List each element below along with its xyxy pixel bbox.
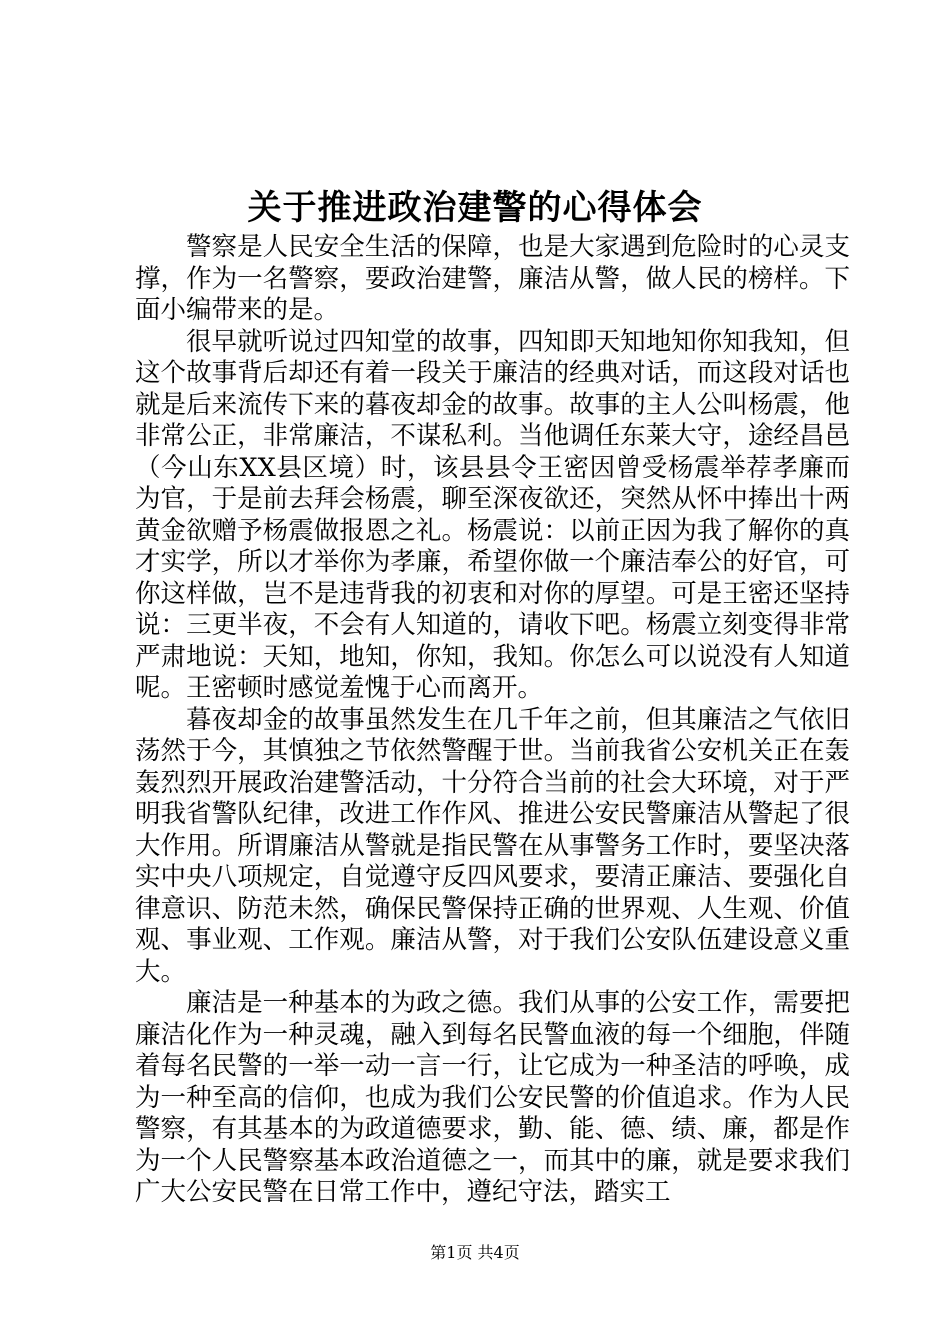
paragraph-3: 暮夜却金的故事虽然发生在几千年之前，但其廉洁之气依旧荡然于今，其慎独之节依然警醒于世。当前我省公安机关正在轰轰烈烈开展政治建警活动，十分符合当前的社会大环境，对于严明我省警队纪律，改进工作作风、推进公安民警廉洁从警起了很大作用。所谓廉洁从警就是指民警在从事警务工作时，要坚决落实中央八项规定，自觉遵守反四风要求，要清正廉洁、要强化自律意识、防范未然，确保民警保持正确的世界观、人生观、价值观、事业观、工作观。廉洁从警，对于我们公安队伍建设意义重大。 — [135, 704, 850, 987]
document-body — [135, 232, 850, 1209]
paragraph-4: 廉洁是一种基本的为政之德。我们从事的公安工作，需要把廉洁化作为一种灵魂，融入到每名民警血液的每一个细胞，伴随着每名民警的一举一动一言一行，让它成为一种圣洁的呼唤，成为一种至高的信仰，也成为我们公安民警的价值追求。作为人民警察，有其基本的为政道德要求，勤、能、德、绩、廉，都是作为一个人民警察基本政治道德之一，而其中的廉，就是要求我们广大公安民警在日常工作中，遵纪守法，踏实工 — [135, 988, 850, 1207]
document-title: 关于推进政治建警的心得体会 — [247, 188, 703, 228]
page-number-footer: 第1页 共4页 — [430, 1243, 520, 1262]
paragraph-2: 很早就听说过四知堂的故事，四知即天知地知你知我知，但这个故事背后却还有着一段关于廉洁的经典对话，而这段对话也就是后来流传下来的暮夜却金的故事。故事的主人公叫杨震，他非常公正，非常廉洁，不谋私利。当他调任东莱大守，途经昌邑（今山东XX县区境）时，该县县令王密因曾受杨震举荐孝廉而为官，于是前去拜会杨震，聊至深夜欲还，突然从怀中捧出十两黄金欲赠予杨震做报恩之礼。杨震说：以前正因为我了解你的真才实学，所以才举你为孝廉，希望你做一个廉洁奉公的好官，可你这样做，岂不是违背我的初衷和对你的厚望。可是王密还坚持说：三更半夜，不会有人知道的，请收下吧。杨震立刻变得非常严肃地说：天知，地知，你知，我知。你怎么可以说没有人知道呢。王密顿时感觉羞愧于心而离开。 — [135, 326, 850, 703]
paragraph-1: 警察是人民安全生活的保障，也是大家遇到危险时的心灵支撑，作为一名警察，要政治建警，廉洁从警，做人民的榜样。下面小编带来的是。 — [135, 232, 850, 325]
